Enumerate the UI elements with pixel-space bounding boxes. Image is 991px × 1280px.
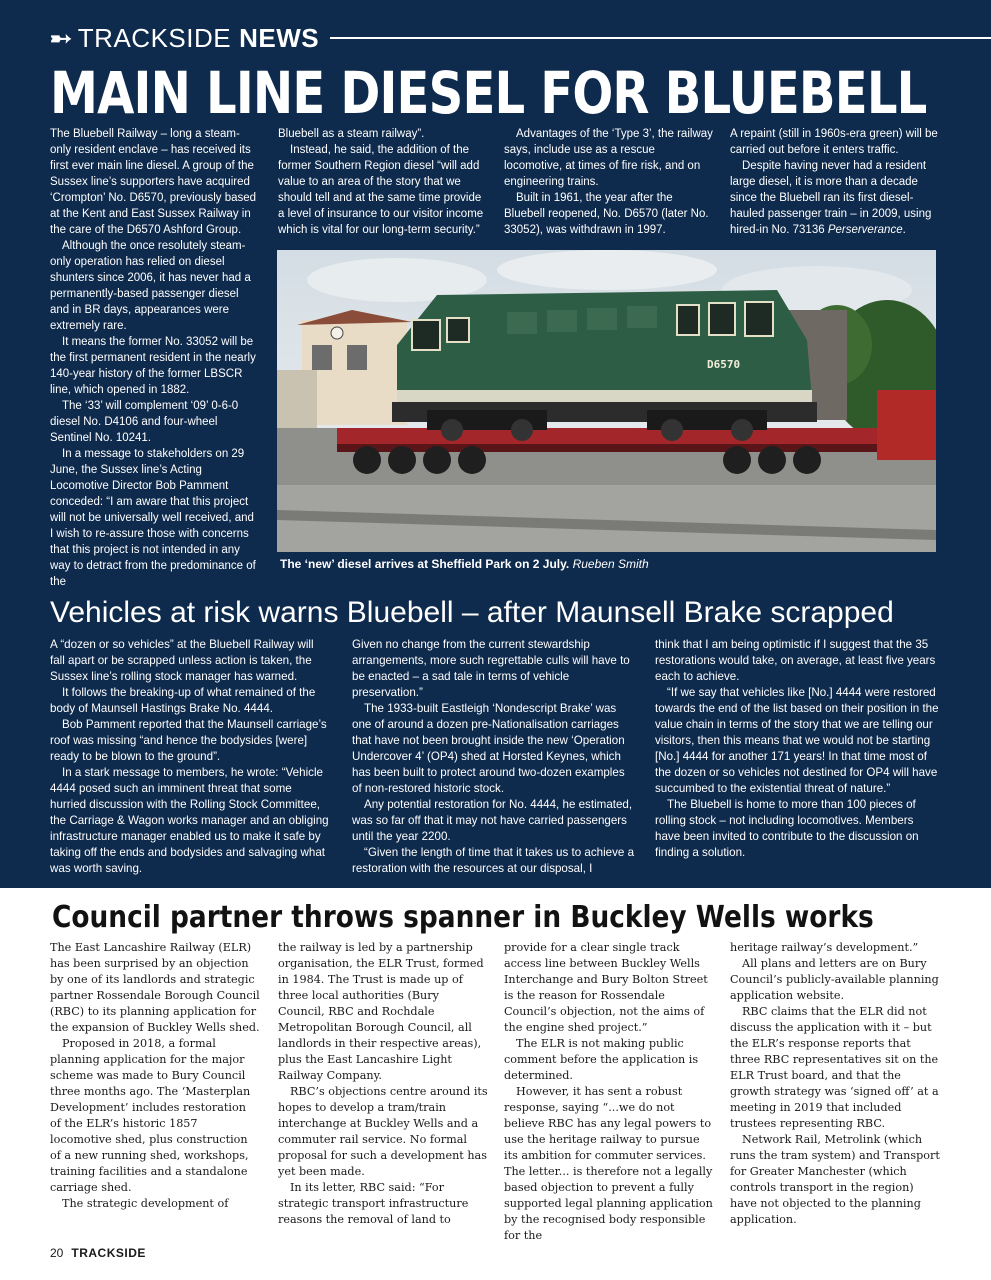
paragraph: provide for a clear single track access line between Buckley Wells Interchange and Bury Bolton Street is the reason for Rossendale Council’s objection, not the aims of the engine shed project.” xyxy=(504,941,708,1034)
paragraph xyxy=(730,158,942,238)
story3-column-1 xyxy=(50,940,260,1212)
paragraph: think that I am being optimistic if I suggest that the 35 restorations would take, on average, at least five years each to achieve. xyxy=(655,638,936,683)
loco-number: D6570 xyxy=(707,358,741,371)
section-header xyxy=(50,22,319,54)
loco-name: Perserverance xyxy=(827,224,903,236)
magazine-name: TRACKSIDE xyxy=(71,1246,146,1260)
locomotive-illustration xyxy=(277,250,936,552)
paragraph: Any potential restoration for No. 4444, he estimated, was so far off that it may not have carried passengers until the year 2200. xyxy=(352,798,633,843)
paragraph: The East Lancashire Railway (ELR) has been surprised by an objection by one of its landlords and strategic partner Rossendale Borough Council (RBC) to its planning application for the expansion of Buckley Wells shed. xyxy=(50,941,260,1034)
paragraph: Advantages of the ‘Type 3’, the railway says, include use as a rescue locomotive, at times of fire risk, and on engineering trains. xyxy=(504,128,713,188)
paragraph: All plans and letters are on Bury Council’s publicly-available planning application website. xyxy=(730,957,939,1002)
paragraph: The Bluebell is home to more than 100 pieces of rolling stock – not including locomotives. Members have been invited to contribute to the discussion on finding a solution. xyxy=(655,798,919,859)
paragraph: A “dozen or so vehicles” at the Bluebell Railway will fall apart or be scrapped unless action is taken, the Sussex line’s rolling stock manager has warned. xyxy=(50,638,314,683)
headline-main: MAIN LINE DIESEL FOR BLUEBELL xyxy=(50,59,927,127)
paragraph: RBC’s objections centre around its hopes to develop a tram/train interchange at Buckley Wells and a commuter rail service. No formal proposal for such a development has yet been made. xyxy=(278,1085,488,1178)
paragraph: “Given the length of time that it takes us to achieve a restoration with the resources at our disposal, I xyxy=(352,846,635,875)
caption-text: The ‘new’ diesel arrives at Sheffield Park on 2 July. xyxy=(280,557,570,571)
story3-column-2 xyxy=(278,940,488,1228)
paragraph: The Bluebell Railway – long a steam-only resident enclave – has received its first ever main line diesel. A group of the Sussex line’s supporters have acquired ‘Crompton’ No. D6570, previously based at the Kent and East Sussex Railway in the care of the D6570 Ashford Group. xyxy=(50,128,257,236)
paragraph: It follows the breaking-up of what remained of the body of Maunsell Hastings Brake No. 4444. xyxy=(50,686,316,715)
paragraph: Network Rail, Metrolink (which runs the tram system) and Transport for Greater Manchester (which controls transport in the region) have not objected to the planning application. xyxy=(730,1133,940,1226)
paragraph: “If we say that vehicles like [No.] 4444 were restored towards the end of the list based on their position in the value chain in terms of the story that we are telling our visitors, then this means that we would not be starting [No.] 4444 for another 171 years! In that time most of the dozen or so vehicles not destined for OP4 will have succumbed to the existential threat of nature.” xyxy=(655,686,939,795)
story2-column-2 xyxy=(352,637,636,877)
paragraph: the railway is led by a partnership organisation, the ELR Trust, formed in 1984. The Trust is made up of three local authorities (Bury Council, RBC and Rochdale Metropolitan Borough Council, all landlords in their respective areas), plus the East Lancashire Light Railway Company. xyxy=(278,941,484,1082)
paragraph: The ‘33’ will complement ‘09’ 0-6-0 diesel No. D4106 and four-wheel Sentinel No. 10241. xyxy=(50,400,239,444)
headline-story3: Council partner throws spanner in Buckley Wells works xyxy=(52,900,874,935)
paragraph: The ELR is not making public comment before the application is determined. xyxy=(504,1037,699,1082)
paragraph: It means the former No. 33052 will be the first permanent resident in the nearly 140-year history of the former LBSCR line, which opened in 1882. xyxy=(50,336,256,396)
paragraph-text: Despite having never had a resident large diesel, it is more than a decade since the Bluebell ran its first diesel-hauled passenger train – in 2009, using hired-in No. 73136 xyxy=(730,160,932,236)
paragraph: Although the once resolutely steam-only operation has relied on diesel shunters since 2006, it has never had a permanently-based passenger diesel and in BR days, appearances were extremely rare. xyxy=(50,240,251,332)
photo-caption xyxy=(280,557,649,571)
header-rule xyxy=(330,37,991,39)
photo-credit: Rueben Smith xyxy=(572,557,649,571)
page-footer xyxy=(50,1246,146,1260)
story2-column-1 xyxy=(50,637,330,877)
paragraph: The 1933-built Eastleigh ‘Nondescript Brake’ was one of around a dozen pre-Nationalisation carriages that have not been brought inside the new ‘Operation Undercover 4’ (OP4) shed at Horsted Keynes, which has been built to protect around two-dozen examples of non-restored historic stock. xyxy=(352,702,625,795)
page-number: 20 xyxy=(50,1246,64,1260)
story1-column-1 xyxy=(50,126,260,590)
paragraph: RBC claims that the ELR did not discuss the application with it – but the ELR’s response reports that three RBC representatives sit on the ELR Trust board, and that the growth strategy was ‘signed off’ at a meeting in 2019 that included trustees representing RBC. xyxy=(730,1005,939,1130)
headline-story2: Vehicles at risk warns Bluebell – after Maunsell Brake scrapped xyxy=(50,596,894,629)
story2-column-3 xyxy=(655,637,940,861)
story3-column-3 xyxy=(504,940,714,1244)
story1-column-2 xyxy=(278,126,490,238)
paragraph: heritage railway’s development.” xyxy=(730,941,919,954)
paragraph: Proposed in 2018, a formal planning application for the major scheme was made to Bury Council three months ago. The ‘Masterplan Development’ includes restoration of the ELR’s historic 1857 locomotive shed, plus construction of a new running shed, workshops, training facilities and a standalone carriage shed. xyxy=(50,1037,251,1194)
paragraph: In a message to stakeholders on 29 June, the Sussex line’s Acting Locomotive Director Bob Pamment conceded: “I am aware that this project will not be universally well received, and I wish to re-assure those with concerns that this project is not intended in any way to detract from the predominance of the xyxy=(50,448,256,588)
paragraph: Bob Pamment reported that the Maunsell carriage’s roof was missing “and hence the bodysides [were] ready to be blown to the ground”. xyxy=(50,718,327,763)
locomotive-photo xyxy=(277,250,936,552)
story3-column-4 xyxy=(730,940,942,1228)
paragraph: In a stark message to members, he wrote: “Vehicle 4444 posed such an imminent threat that some hurried discussion with the Rolling Stock Committee, the Carriage & Wagon works manager and an obliging infrastructure manager enabled us to make it safe by taking off the ends and bodysides and salvaging what was worth saving. xyxy=(50,766,329,875)
paragraph: Bluebell as a steam railway”. xyxy=(278,128,425,140)
story1-column-4 xyxy=(730,126,942,238)
paragraph-end: . xyxy=(902,224,906,236)
story1-column-3 xyxy=(504,126,716,238)
paragraph: A repaint (still in 1960s-era green) will be carried out before it enters traffic. xyxy=(730,128,938,156)
section-label-bold: NEWS xyxy=(239,22,320,53)
paragraph: In its letter, RBC said: “For strategic transport infrastructure reasons the removal of land to xyxy=(278,1181,469,1226)
paragraph: Given no change from the current stewardship arrangements, more such regrettable culls will have to be enacted – a sad tale in terms of vehicle preservation.” xyxy=(352,638,630,699)
paragraph: However, it has sent a robust response, saying “...we do not believe RBC has any legal powers to use the heritage railway to pursue its ambition for commuter services. The letter... is therefore not a legally based objection to prevent a fully supported legal planning application by the recognised body responsible for the xyxy=(504,1085,713,1242)
arrow-icon: ➸ xyxy=(50,22,66,53)
paragraph: Built in 1961, the year after the Bluebell reopened, No. D6570 (later No. 33052), was withdrawn in 1997. xyxy=(504,192,709,236)
paragraph: Instead, he said, the addition of the former Southern Region diesel “will add value to an area of the story that we should tell and at the same time provide a level of insurance to our visitor income which is vital for our long-term security.” xyxy=(278,144,484,236)
section-label: TRACKSIDE xyxy=(77,22,232,53)
paragraph: The strategic development of xyxy=(62,1197,229,1210)
